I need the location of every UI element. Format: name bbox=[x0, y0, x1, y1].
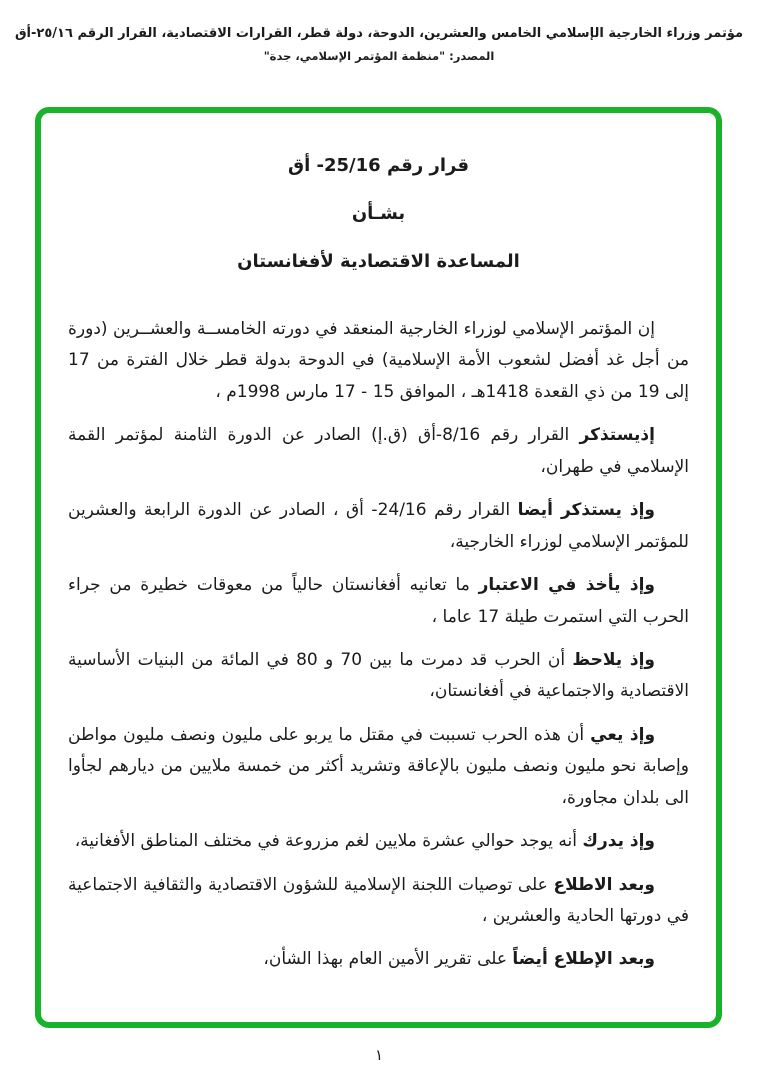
document-header bbox=[0, 26, 758, 63]
paragraph-realizing bbox=[68, 826, 689, 857]
paragraph-text: أن الحرب قد دمرت ما بين 70 و 80 في المائة من البنيات الأساسية الاقتصادية والاجتماعية في أفغانستان، bbox=[68, 649, 689, 702]
paragraph-lead: وإذ يدرك bbox=[582, 831, 655, 852]
header-source-line: مؤتمر وزراء الخارجية الإسلامي الخامس والعشرين، الدوحة، دولة قطر، القرارات الاقتصادية، القرار الرقم ٢٥/١٦-أق bbox=[14, 26, 744, 41]
paragraph-lead: إذيستذكر bbox=[579, 425, 655, 446]
resolution-subject-label: بشـأن bbox=[351, 203, 406, 224]
resolution-title-block bbox=[68, 155, 689, 272]
paragraph-having-reviewed-also bbox=[68, 944, 689, 975]
paragraph-lead: وإذ يلاحظ bbox=[572, 649, 655, 670]
paragraph-preamble bbox=[68, 314, 689, 408]
paragraph-text: إن المؤتمر الإسلامي لوزراء الخارجية المنعقد في دورته الخامســة والعشــرين (دورة من أجل غد أفضل لشعوب الأمة الإسلامية) في الدوحة بدولة قطر خلال الفترة من 17 إلى 19 من ذي القعدة 1418هـ ، الموافق 15 - 17 مارس 1998م ، bbox=[68, 319, 689, 402]
page-footer bbox=[0, 1046, 758, 1064]
paragraph-lead: وإذ يأخذ في الاعتبار bbox=[478, 575, 655, 596]
paragraph-text: أن هذه الحرب تسببت في مقتل ما يربو على مليون ونصف مليون مواطن وإصابة نحو مليون ونصف مليون بالإعاقة وتشريد أكثر من خمسة ملايين من ديارهم لجأوا الى بلدان مجاورة، bbox=[68, 724, 689, 808]
paragraph-taking-into-account bbox=[68, 570, 689, 633]
paragraph-having-reviewed bbox=[68, 870, 689, 933]
paragraph-lead: وبعد الإطلاع أيضاً bbox=[512, 949, 655, 970]
resolution-number: قرار رقم 25/16- أق bbox=[288, 155, 469, 176]
page-number: ١ bbox=[374, 1046, 384, 1064]
paragraph-recalling-also bbox=[68, 495, 689, 558]
paragraph-text: على توصيات اللجنة الإسلامية للشؤون الاقتصادية والثقافية الاجتماعية في دورتها الحادية والعشرين ، bbox=[68, 874, 689, 926]
paragraph-text: القرار رقم 24/16- أق ، الصادر عن الدورة الرابعة والعشرين للمؤتمر الإسلامي لوزراء الخارجية، bbox=[68, 500, 689, 552]
header-publisher-line: المصدر: "منظمة المؤتمر الإسلامي، جدة" bbox=[263, 49, 495, 63]
paragraph-noting bbox=[68, 645, 689, 708]
paragraph-lead: وإذ يعي bbox=[590, 724, 656, 745]
paragraph-lead: وبعد الاطلاع bbox=[553, 874, 655, 895]
resolution-subject: المساعدة الاقتصادية لأفغانستان bbox=[237, 251, 520, 272]
paragraph-recalling bbox=[68, 420, 689, 483]
paragraph-text: القرار رقم 8/16-أق (ق.إ) الصادر عن الدورة الثامنة لمؤتمر القمة الإسلامي في طهران، bbox=[68, 425, 689, 477]
paragraph-lead: وإذ يستذكر أيضا bbox=[517, 500, 655, 521]
paragraph-text: على تقرير الأمين العام بهذا الشأن، bbox=[263, 949, 513, 970]
paragraph-aware bbox=[68, 720, 689, 814]
paragraph-text: أنه يوجد حوالي عشرة ملايين لغم مزروعة في مختلف المناطق الأفغانية، bbox=[74, 831, 583, 852]
green-border-frame bbox=[35, 107, 722, 1028]
resolution-body bbox=[68, 314, 689, 976]
paragraph-text: ما تعانيه أفغانستان حالياً من معوقات خطيرة من جراء الحرب التي استمرت طيلة 17 عاما ، bbox=[68, 575, 689, 627]
